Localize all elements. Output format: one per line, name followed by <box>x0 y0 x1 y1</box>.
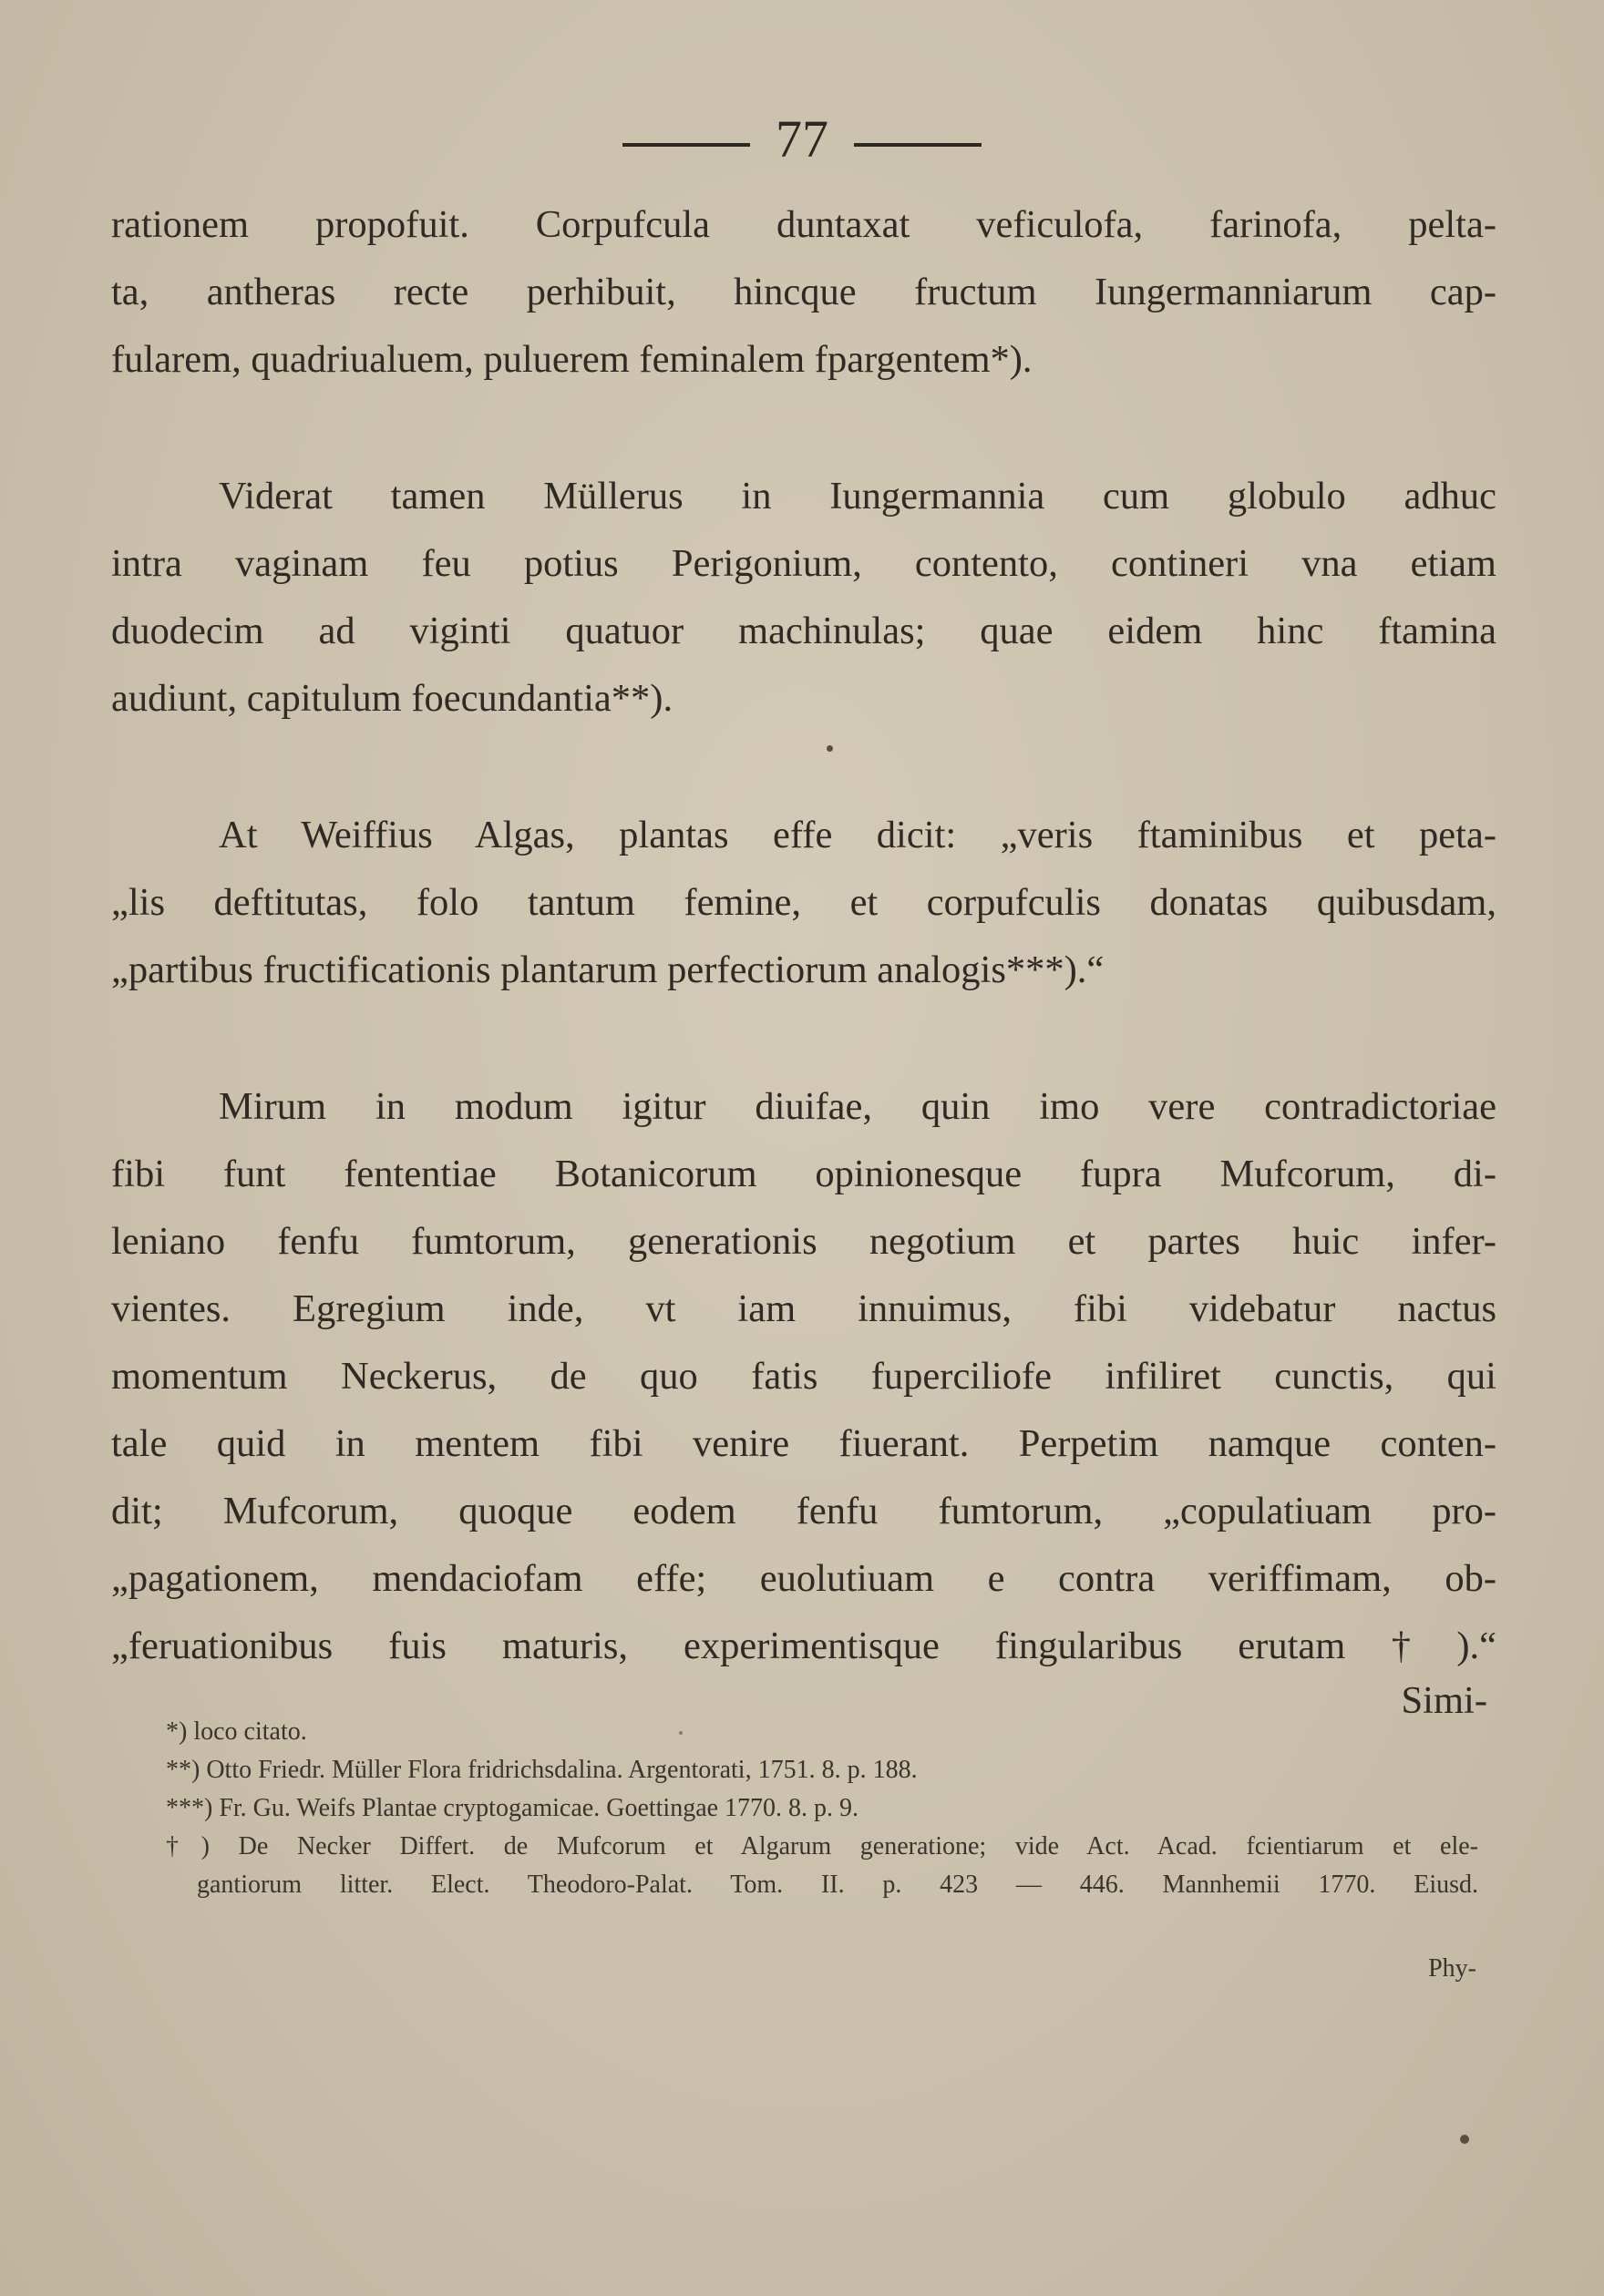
text-line: „partibus fructificationis plantarum perfectiorum analogis***).“ <box>111 948 1105 991</box>
paper-speck <box>1460 2135 1469 2144</box>
footnote: *) loco citato. <box>166 1717 307 1746</box>
paper-speck <box>827 745 833 752</box>
paragraph-4 <box>111 1073 1496 1680</box>
text-line: leniano fenfu fumtorum, generationis negotium et partes huic infer- <box>111 1220 1496 1263</box>
footnote-catchword: Phy- <box>1428 1954 1476 1983</box>
footnote: **) Otto Friedr. Müller Flora fridrichsdalina. Argentorati, 1751. 8. p. 188. <box>166 1756 918 1784</box>
text-line: „lis deftitutas, folo tantum femine, et corpufculis donatas quibusdam, <box>111 881 1496 924</box>
paragraph-1 <box>111 191 1496 394</box>
text-line: At Weiffius Algas, plantas effe dicit: „veris ftaminibus et peta- <box>219 814 1496 856</box>
paper-speck <box>679 1731 683 1735</box>
main-text <box>111 191 1496 1680</box>
text-line: „pagationem, mendaciofam effe; euolutiuam e contra veriffimam, ob- <box>111 1557 1496 1600</box>
paragraph-3 <box>111 802 1496 1004</box>
footnotes <box>166 1713 1478 1904</box>
text-line: Mirum in modum igitur diuifae, quin imo vere contradictoriae <box>219 1085 1496 1128</box>
header-rule-left <box>622 143 750 147</box>
header-rule-right <box>854 143 982 147</box>
catchword: Simi- <box>1401 1679 1487 1722</box>
text-line: „feruationibus fuis maturis, experimentisque fingularibus erutam†).“ <box>111 1625 1496 1667</box>
text-line: audiunt, capitulum foecundantia**). <box>111 677 673 720</box>
text-line: Viderat tamen Müllerus in Iungermannia cum globulo adhuc <box>219 475 1496 518</box>
paragraph-2 <box>111 463 1496 733</box>
footnote: ***) Fr. Gu. Weifs Plantae cryptogamicae. Goettingae 1770. 8. p. 9. <box>166 1794 859 1822</box>
text-line: momentum Neckerus, de quo fatis fuperciliofe infiliret cunctis, qui <box>111 1355 1496 1398</box>
text-line: fularem, quadriualuem, puluerem feminalem fpargentem*). <box>111 338 1033 381</box>
text-line: vientes. Egregium inde, vt iam innuimus, fibi videbatur nactus <box>111 1287 1496 1330</box>
page-number: 77 <box>776 109 828 169</box>
text-line: intra vaginam feu potius Perigonium, contento, contineri vna etiam <box>111 542 1496 585</box>
text-line: rationem propofuit. Corpufcula duntaxat veficulofa, farinofa, pelta- <box>111 203 1496 246</box>
text-line: duodecim ad viginti quatuor machinulas; quae eidem hinc ftamina <box>111 610 1496 652</box>
footnote: †) De Necker Differt. de Mufcorum et Algarum generatione; vide Act. Acad. fcientiarum et ele- <box>166 1832 1478 1860</box>
text-line: ta, antheras recte perhibuit, hincque fructum Iungermanniarum cap- <box>111 271 1496 313</box>
text-line: dit; Mufcorum, quoque eodem fenfu fumtorum, „copulatiuam pro- <box>111 1490 1496 1532</box>
text-line: tale quid in mentem fibi venire fiuerant. Perpetim namque conten- <box>111 1422 1496 1465</box>
page-header <box>0 108 1604 171</box>
footnote-continuation: gantiorum litter. Elect. Theodoro-Palat. Tom. II. p. 423 — 446. Mannhemii 1770. Eiusd. <box>197 1871 1478 1899</box>
text-line: fibi funt fententiae Botanicorum opinionesque fupra Mufcorum, di- <box>111 1153 1496 1195</box>
